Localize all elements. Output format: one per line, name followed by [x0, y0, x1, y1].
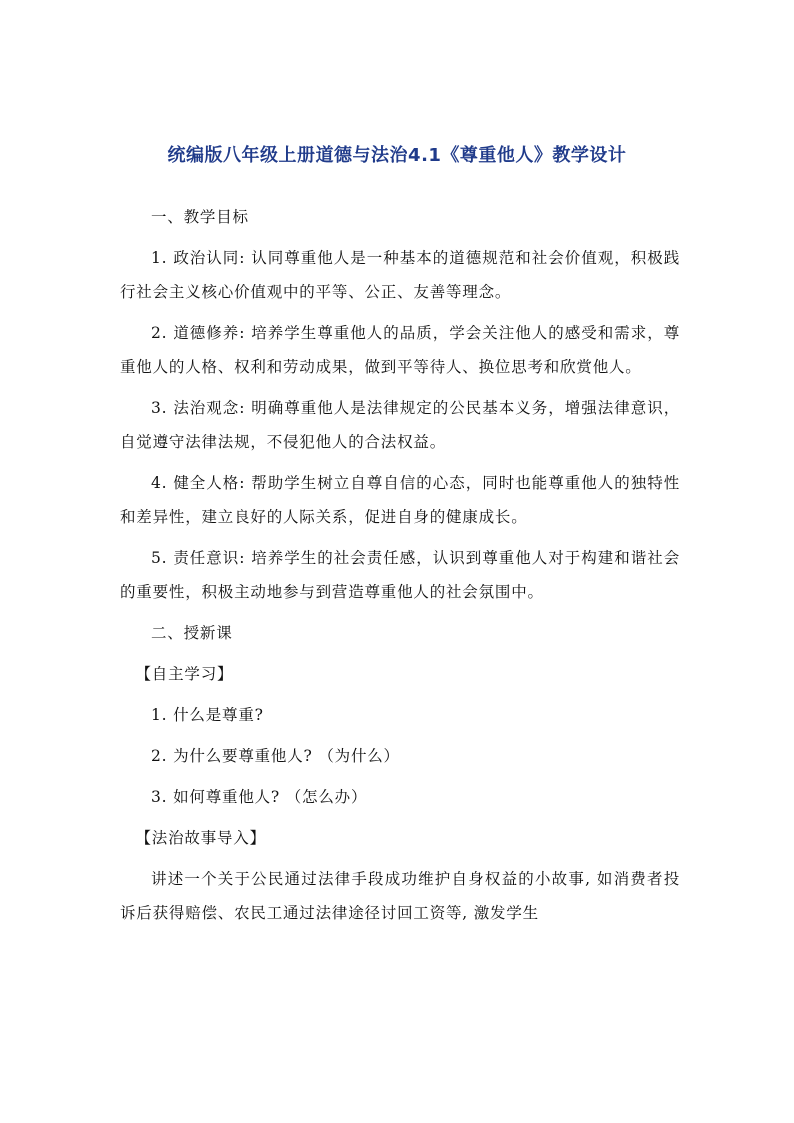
objective-responsibility: 5. 责任意识: 培养学生的社会责任感，认识到尊重他人对于构建和谐社会的重要性，积极主动地参与到营造尊重他人的社会氛围中。 [120, 549, 680, 601]
objective-moral: 2. 道德修养: 培养学生尊重他人的品质，学会关注他人的感受和需求，尊重他人的人格、权利和劳动成果，做到平等待人、换位思考和欣赏他人。 [120, 324, 680, 376]
question-3: 3. 如何尊重他人? （怎么办） [151, 788, 368, 806]
question-2: 2. 为什么要尊重他人? （为什么） [151, 747, 400, 765]
subsection-self-study: 【自主学习】 [135, 665, 234, 683]
document-body [120, 200, 680, 930]
story-paragraph: 讲述一个关于公民通过法律手段成功维护自身权益的小故事, 如消费者投诉后获得赔偿、农民工通过法律途径讨回工资等, 激发学生 [120, 870, 680, 922]
section-heading-objectives: 一、教学目标 [151, 208, 249, 226]
objective-legal: 3. 法治观念: 明确尊重他人是法律规定的公民基本义务，增强法律意识，自觉遵守法律法规，不侵犯他人的合法权益。 [120, 399, 680, 451]
question-1: 1. 什么是尊重? [151, 706, 264, 724]
section-heading-new-lesson: 二、授新课 [151, 624, 233, 642]
objective-political: 1. 政治认同: 认同尊重他人是一种基本的道德规范和社会价值观，积极践行社会主义核心价值观中的平等、公正、友善等理念。 [120, 249, 680, 301]
objective-personality: 4. 健全人格: 帮助学生树立自尊自信的心态，同时也能尊重他人的独特性和差异性，建立良好的人际关系，促进自身的健康成长。 [120, 474, 680, 526]
document-title: 统编版八年级上册道德与法治4.1《尊重他人》教学设计 [167, 145, 627, 166]
subsection-legal-story: 【法治故事导入】 [135, 829, 266, 847]
